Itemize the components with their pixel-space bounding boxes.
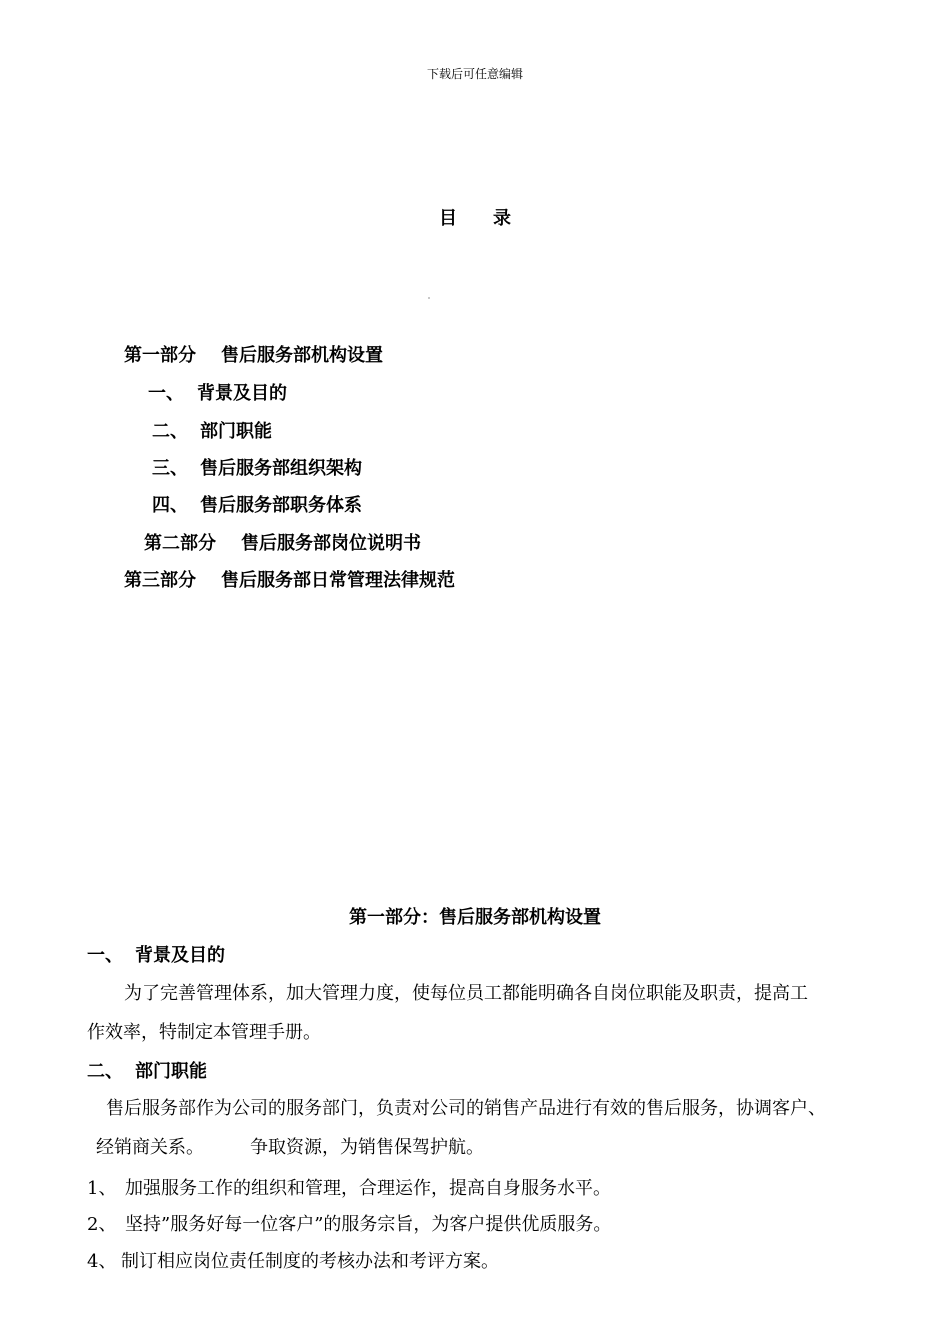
background-paragraph-line1: 为了完善管理体系，加大管理力度，使每位员工都能明确各自岗位职能及职责，提高工 (124, 983, 808, 1004)
toc-entry-part3 (124, 569, 455, 593)
list-item-text: 制订相应岗位责任制度的考核办法和考评方案。 (121, 1251, 499, 1272)
list-item-num: 2、 (87, 1214, 117, 1235)
toc-title-left: 目 (439, 208, 457, 229)
list-item-text: 坚持”服务好每一位客户”的服务宗旨，为客户提供优质服务。 (125, 1214, 612, 1235)
toc-entry-num: 第三部分 (124, 570, 196, 591)
toc-entry-num: 一、 (148, 383, 184, 404)
toc-entry-text: 部门职能 (200, 421, 272, 442)
functions-paragraph-line1: 售后服务部作为公司的服务部门，负责对公司的销售产品进行有效的售后服务，协调客户、 (106, 1098, 826, 1119)
background-paragraph-line2: 作效率，特制定本管理手册。 (87, 1022, 321, 1043)
toc-entry-text: 售后服务部日常管理法律规范 (221, 570, 455, 591)
toc-entry-num: 二、 (152, 421, 188, 442)
list-item-num: 1、 (87, 1178, 117, 1199)
toc-entry-text: 售后服务部岗位说明书 (241, 533, 421, 554)
toc-entry-num: 三、 (152, 458, 188, 479)
heading-text: 部门职能 (135, 1061, 207, 1082)
stray-dot (428, 297, 430, 299)
functions-paragraph-line2a: 经销商关系。 (96, 1137, 204, 1158)
toc-entry-part2 (144, 532, 421, 556)
heading-num: 一、 (87, 945, 123, 966)
list-item-text: 加强服务工作的组织和管理，合理运作，提高自身服务水平。 (125, 1178, 611, 1199)
list-item-num: 4、 (87, 1251, 117, 1272)
toc-entry-org (152, 457, 362, 481)
heading-text: 背景及目的 (135, 945, 225, 966)
toc-entry-text: 背景及目的 (197, 383, 287, 404)
toc-entry-num: 第二部分 (144, 533, 216, 554)
toc-title-right: 录 (493, 208, 511, 229)
heading-background (87, 944, 225, 968)
heading-num: 二、 (87, 1061, 123, 1082)
toc-entry-num: 第一部分 (124, 345, 196, 366)
page-header: 下载后可任意编辑 (426, 67, 523, 81)
toc-entry-background (148, 382, 287, 406)
heading-functions (87, 1060, 207, 1084)
functions-paragraph-line2b: 争取资源，为销售保驾护航。 (250, 1137, 484, 1158)
toc-entry-part1 (124, 344, 383, 368)
toc-entry-functions (152, 420, 272, 444)
list-item (87, 1213, 611, 1237)
toc-entry-positions (152, 494, 362, 518)
toc-entry-num: 四、 (152, 495, 188, 516)
section-title: 第一部分：售后服务部机构设置 (349, 907, 601, 928)
toc-entry-text: 售后服务部组织架构 (200, 458, 362, 479)
list-item (87, 1250, 499, 1274)
toc-entry-text: 售后服务部机构设置 (221, 345, 383, 366)
list-item (87, 1177, 611, 1201)
toc-entry-text: 售后服务部职务体系 (200, 495, 362, 516)
toc-title (0, 208, 950, 230)
